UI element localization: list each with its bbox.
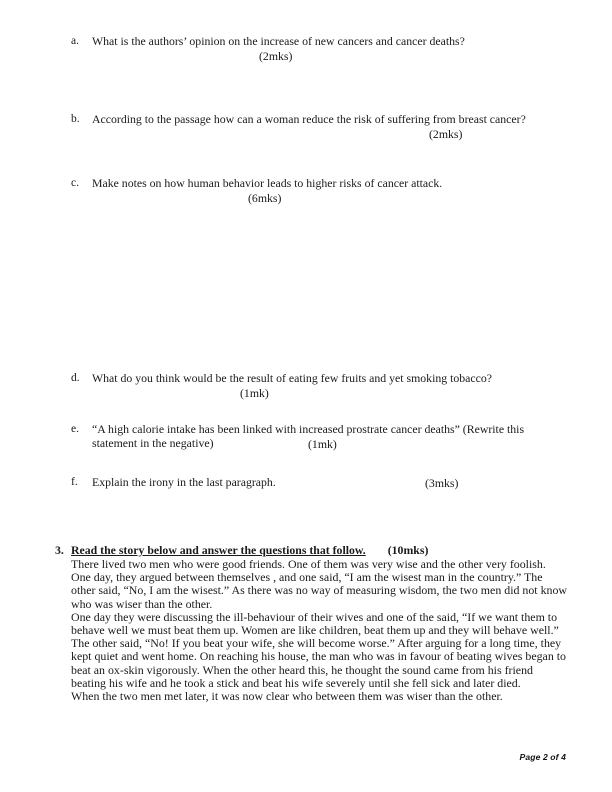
question-item-f: [71, 475, 566, 489]
question-marker-a: a.: [71, 35, 79, 47]
question-text-f: Explain the irony in the last paragraph.: [92, 475, 276, 489]
marks-value-c: (6mks): [248, 191, 282, 205]
story-paragraph: There lived two men who were good friends. One of them was very wise and the other very foolish. One day, they argued between themselves , and one said, “I am the wisest man in the country.” The other said, “No, I am the wisest.” As there was no way of measuring wisdom, the two men did not know who was wiser than the other.: [71, 557, 568, 611]
marks-line-b: [429, 126, 462, 142]
question-body-b: [92, 112, 562, 141]
marks-value-f: (3mks): [425, 476, 459, 490]
story-passage: [71, 558, 567, 703]
marks-line-e: [308, 436, 337, 452]
question-item-3: [55, 543, 567, 703]
story-paragraph: When the two men met later, it was now clear who between them was wiser than the other.: [71, 689, 503, 704]
question-body-e: [92, 422, 567, 450]
question-item-c: [71, 176, 566, 206]
marks-line-f: [425, 475, 458, 491]
question-item-a: [71, 34, 566, 64]
question-text-c: Make notes on how human behavior leads to higher risks of cancer attack.: [92, 176, 443, 190]
marks-line-c: [92, 190, 566, 206]
question-body-a: [92, 34, 566, 64]
question-marker-e: e.: [71, 423, 79, 435]
question-text-a: What is the authors’ opinion on the increase of new cancers and cancer deaths?: [92, 34, 465, 48]
page-footer: Page 2 of 4: [519, 752, 566, 762]
question-item-e: [71, 422, 566, 450]
question-marker-f: f.: [71, 476, 78, 488]
marks-line-a: [92, 48, 566, 64]
question-item-d: [71, 371, 566, 401]
question-3-heading: Read the story below and answer the questions that follow.: [71, 543, 366, 557]
marks-value-e: (1mk): [308, 437, 337, 451]
question-text-e: “A high calorie intake has been linked with increased prostrate cancer deaths” (Rewrite this statement in the negative): [92, 422, 525, 450]
question-body-d: [92, 371, 566, 401]
marks-value-b: (2mks): [429, 127, 463, 141]
story-paragraph: The other said, “No! If you beat your wife, she will become worse.” After arguing for a long time, they kept quiet and went home. On reaching his house, the man who was in favour of beating wives began to beat an ox-skin vigorously. When the other heard this, he thought the sound came from his friend beating his wife and he took a stick and beat his wife severely until she fell sick and later died.: [71, 636, 566, 690]
question-body-f: [92, 475, 566, 489]
marks-value-3: (10mks): [387, 543, 429, 557]
question-marker-3: 3.: [55, 543, 64, 557]
question-marker-c: c.: [71, 177, 79, 189]
question-body-3: [71, 543, 567, 703]
question-text-d: What do you think would be the result of eating few fruits and yet smoking tobacco?: [92, 371, 493, 385]
question-body-c: [92, 176, 566, 206]
marks-value-a: (2mks): [259, 49, 293, 63]
question-marker-d: d.: [71, 372, 80, 384]
question-marker-b: b.: [71, 113, 80, 125]
question-item-b: [71, 112, 566, 141]
marks-value-d: (1mk): [240, 386, 269, 400]
question-3-heading-row: [71, 543, 567, 558]
story-paragraph: One day they were discussing the ill-behaviour of their wives and one of the said, “If we want them to behave well we must beat them up. Women are like children, beat them up and they will behave well.”: [71, 609, 559, 638]
question-text-b: According to the passage how can a woman reduce the risk of suffering from breast cancer?: [92, 112, 526, 126]
marks-line-d: [92, 385, 566, 401]
